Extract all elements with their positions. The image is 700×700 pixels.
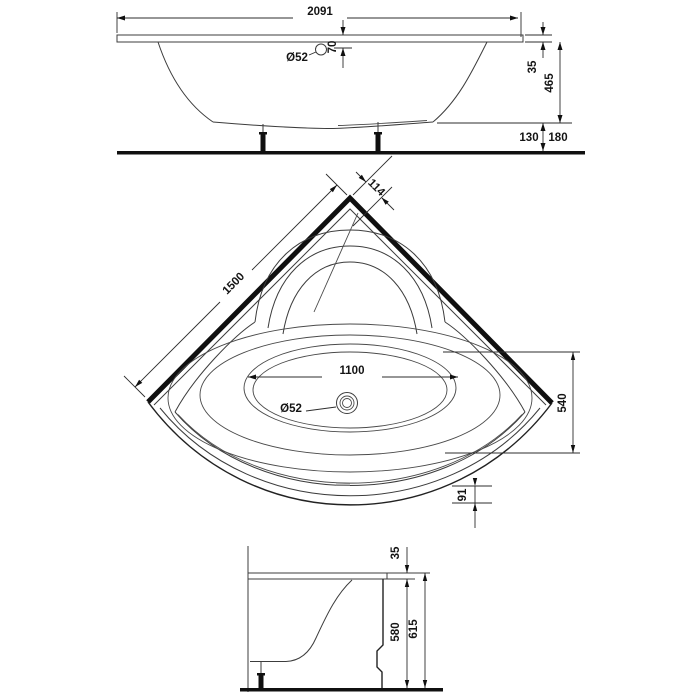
dimension-line [525, 22, 552, 58]
plan-view [124, 156, 580, 528]
leg-foot [259, 675, 264, 688]
dim-corner-width [353, 156, 394, 226]
drain-leader [309, 52, 316, 55]
arrow-icon [571, 445, 575, 453]
dim-basin-length [248, 365, 458, 380]
arrow-icon [423, 680, 427, 688]
dim-label-drain: Ø52 [286, 52, 308, 64]
arrow-icon [423, 573, 427, 581]
dim-label-corner-width: 114 [365, 177, 387, 199]
shell-interior-profile [250, 580, 352, 662]
plan-drain [280, 393, 357, 416]
dim-label-leg-max: 180 [548, 132, 568, 144]
dim-label-leg-min: 130 [519, 132, 539, 144]
dim-overall-height [408, 573, 427, 688]
dim-label-wall-length: 1500 [220, 270, 248, 298]
front-mid-edge [160, 408, 540, 496]
basin-contour-3 [244, 344, 456, 432]
side-view [117, 6, 585, 155]
tub-left-wall [158, 42, 213, 122]
dim-label-tub-depth: 465 [544, 73, 556, 93]
dim-overall-length [117, 6, 521, 37]
arrow-icon [248, 375, 256, 380]
dim-rim-height [525, 22, 552, 73]
floor-line [117, 151, 585, 155]
front-rim-edge-inner [178, 415, 522, 484]
leg-foot [261, 134, 266, 152]
arrow-icon [558, 115, 563, 123]
arrow-icon [405, 579, 409, 587]
basin-floor-edge [253, 352, 447, 428]
leg-foot [376, 134, 381, 152]
dim-label-rim-height: 35 [390, 546, 402, 560]
arrow-icon [571, 352, 575, 360]
drain-leader [306, 407, 336, 411]
arrow-icon [117, 16, 125, 21]
floor-line [240, 688, 443, 692]
arrow-icon [341, 48, 346, 56]
tub-bottom [213, 122, 433, 129]
arrow-icon [510, 16, 518, 21]
arrow-icon [541, 42, 546, 50]
tub-rim-band [117, 35, 523, 42]
dim-label-front-rim: 91 [457, 488, 469, 502]
arrow-icon [541, 123, 546, 131]
drain-circle [316, 44, 327, 55]
dim-rim-height-front [390, 546, 409, 573]
rim-band [248, 573, 430, 579]
tub-right-wall [433, 42, 487, 122]
dim-front-rim [452, 478, 492, 528]
dim-label-drain-depth: 70 [327, 40, 339, 54]
dim-tub-depth [437, 42, 572, 123]
arrow-icon [541, 27, 546, 35]
dim-shell-height [390, 579, 409, 688]
dim-leg-height [519, 123, 567, 151]
shell-right-edge [377, 579, 383, 688]
arrow-icon [341, 27, 346, 35]
arrow-icon [405, 680, 409, 688]
dim-label-front-depth: 540 [557, 393, 569, 413]
arrow-icon [473, 478, 477, 486]
front-rim-edge [175, 412, 525, 486]
rim-logo-mark [336, 484, 350, 487]
drain-center [343, 399, 352, 408]
front-view [240, 546, 443, 692]
dim-label-rim-height: 35 [527, 60, 539, 74]
arrow-icon [541, 143, 546, 151]
dim-label-shell-height: 580 [390, 622, 402, 642]
dim-label-basin-length: 1100 [339, 365, 365, 377]
arrow-icon [473, 503, 477, 511]
dim-drain-depth [327, 20, 352, 68]
dim-wall-length [124, 174, 347, 397]
arrow-icon [558, 42, 563, 50]
tub-leg [257, 662, 265, 689]
dim-label-overall-length: 2091 [307, 6, 333, 18]
backrest-arch-inner [283, 262, 417, 334]
arrow-icon [405, 565, 409, 573]
dim-label-overall-height: 615 [408, 619, 420, 639]
dim-label-drain: Ø52 [280, 403, 302, 415]
